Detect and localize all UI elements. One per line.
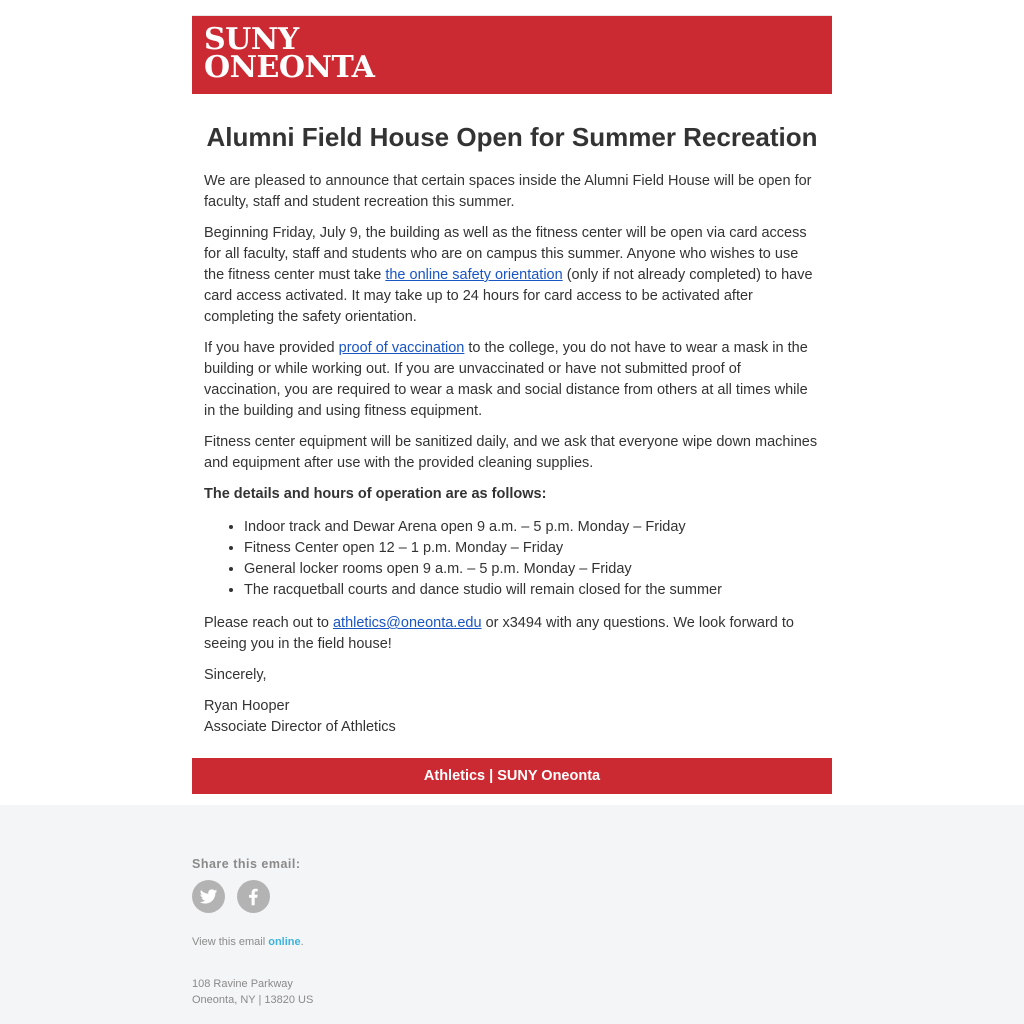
top-spacer: [0, 0, 1024, 15]
facebook-share-button[interactable]: [237, 880, 270, 913]
paragraph-contact: [204, 613, 820, 655]
twitter-icon: [199, 887, 218, 906]
email-footer: [0, 805, 1024, 1024]
address-line-1: 108 Ravine Parkway: [192, 978, 293, 990]
p2-text-after: (only if not already completed) to have card access activated. It may take up to 24 hours for card access to be activated after completing the safety orientation.: [204, 267, 813, 325]
article-content: [192, 171, 832, 738]
article-title: Alumni Field House Open for Summer Recreation: [206, 122, 818, 152]
header-banner: [192, 15, 832, 94]
hours-list: [204, 517, 820, 601]
details-heading: The details and hours of operation are as follows:: [204, 486, 547, 502]
view-online-line: [192, 936, 832, 948]
signer-name: Ryan Hooper: [204, 698, 290, 714]
list-item: • Fitness Center open 12 – 1 p.m. Monday – Friday: [244, 538, 820, 559]
signer-title: Associate Director of Athletics: [204, 719, 396, 735]
suny-oneonta-logo[interactable]: [204, 22, 375, 85]
social-share-buttons: [192, 880, 832, 914]
email-body: [192, 15, 832, 794]
contact-text-after: or x3494 with any questions. We look forward to seeing you in the field house!: [204, 615, 794, 652]
safety-orientation-link[interactable]: the online safety orientation: [385, 267, 563, 283]
contact-text-before: Please reach out to: [204, 615, 333, 631]
mailing-address: [192, 976, 832, 1008]
proof-of-vaccination-link[interactable]: proof of vaccination: [338, 340, 465, 356]
athletics-footer-bar[interactable]: [192, 758, 832, 794]
athletics-email-link[interactable]: athletics@oneonta.edu: [332, 615, 482, 631]
paragraph-sanitizing: Fitness center equipment will be sanitized daily, and we ask that everyone wipe down machines and equipment after use with the provided cleaning supplies.: [204, 434, 818, 471]
view-online-period: .: [300, 936, 304, 948]
list-item: • General locker rooms open 9 a.m. – 5 p.m. Monday – Friday: [244, 559, 820, 580]
paragraph-intro: We are pleased to announce that certain spaces inside the Alumni Field House will be open for faculty, staff and student recreation this summer.: [204, 173, 812, 210]
paragraph-card-access: [204, 223, 820, 328]
logo-line-1: SUNY: [204, 22, 299, 57]
footer-bar-label: Athletics | SUNY Oneonta: [423, 768, 601, 784]
address-line-2: Oneonta, NY | 13820 US: [192, 994, 314, 1006]
closing-text: Sincerely,: [204, 667, 267, 683]
signature: [204, 696, 820, 738]
p2-text-before: Beginning Friday, July 9, the building as well as the fitness center will be open via card access for all faculty, staff and students who are on campus this summer. Anyone who wishes to use the fitness center must take: [204, 225, 807, 283]
p3-text-before: If you have provided: [204, 340, 339, 356]
list-item: • Indoor track and Dewar Arena open 9 a.m. – 5 p.m. Monday – Friday: [244, 517, 820, 538]
facebook-icon: [244, 887, 263, 906]
paragraph-vaccination: [204, 338, 820, 422]
view-online-text: View this email: [192, 936, 269, 948]
list-item: • The racquetball courts and dance studio will remain closed for the summer: [244, 580, 820, 601]
twitter-share-button[interactable]: [192, 880, 225, 913]
share-label: Share this email:: [192, 857, 301, 871]
logo-line-2: ONEONTA: [204, 50, 375, 85]
p3-text-after: to the college, you do not have to wear a mask in the building or while working out. If you are unvaccinated or have not submitted proof of vaccination, you are required to wear a mask and social distance from others at all times while in the building and using fitness equipment.: [204, 340, 808, 419]
view-online-link[interactable]: online: [268, 936, 301, 948]
